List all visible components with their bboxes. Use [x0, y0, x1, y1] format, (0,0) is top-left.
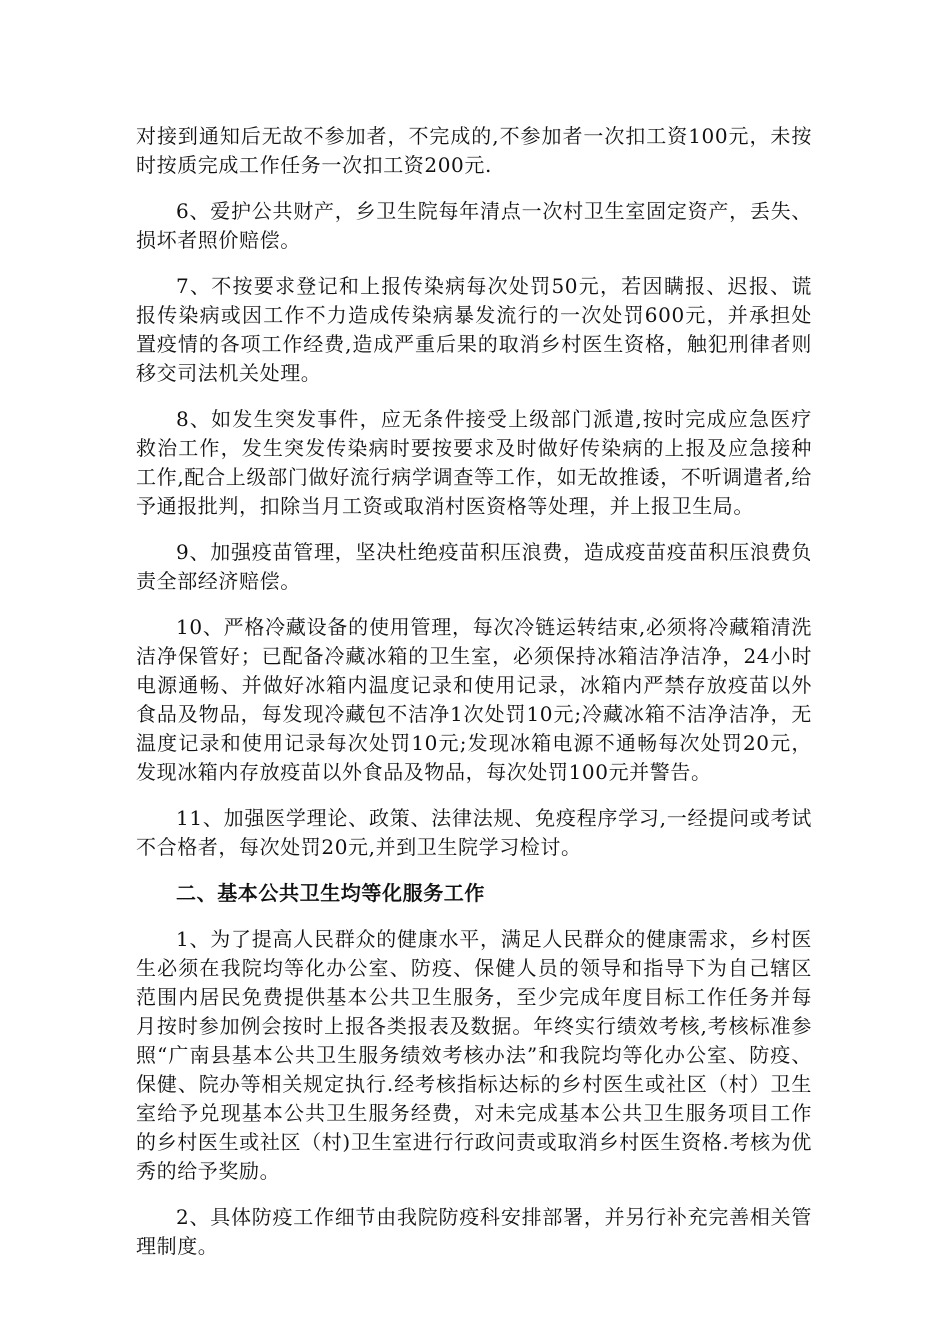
- document-body: [136, 122, 812, 1278]
- paragraph-item-8: 8、如发生突发事件，应无条件接受上级部门派遣,按时完成应急医疗救治工作，发生突发传染病时要按要求及时做好传染病的上报及应急接种工作,配合上级部门做好流行病学调查等工作，如无故推诿，不听调遣者,给予通报批判，扣除当月工资或取消村医资格等处理，并上报卫生局。: [136, 407, 812, 518]
- paragraph-continuation: 对接到通知后无故不参加者，不完成的,不参加者一次扣工资100元，未按时按质完成工作任务一次扣工资200元.: [136, 124, 812, 177]
- section-paragraph-2: 2、具体防疫工作细节由我院防疫科安排部署，并另行补充完善相关管理制度。: [136, 1205, 812, 1258]
- paragraph-item-11: 11、加强医学理论、政策、法律法规、免疫程序学习,一经提问或考试不合格者，每次处罚20元,并到卫生院学习检讨。: [136, 806, 812, 859]
- section-paragraph-1: 1、为了提高人民群众的健康水平，满足人民群众的健康需求，乡村医生必须在我院均等化办公室、防疫、保健人员的领导和指导下为自己辖区范围内居民免费提供基本公共卫生服务，至少完成年度目标工作任务并每月按时参加例会按时上报各类报表及数据。年终实行绩效考核,考核标准参照“广南县基本公共卫生服务绩效考核办法”和我院均等化办公室、防疫、保健、院办等相关规定执行.经考核指标达标的乡村医生或社区（村）卫生室给予兑现基本公共卫生服务经费，对未完成基本公共卫生服务项目工作的乡村医生或社区（村)卫生室进行行政问责或取消乡村医生资格.考核为优秀的给予奖励。: [136, 927, 812, 1183]
- paragraph-item-10: 10、严格冷藏设备的使用管理，每次冷链运转结束,必须将冷藏箱清洗洁净保管好；已配备冷藏冰箱的卫生室，必须保持冰箱洁净洁净，24小时电源通畅、并做好冰箱内温度记录和使用记录，冰箱内严禁存放疫苗以外食品及物品，每发现冷藏包不洁净1次处罚10元;冷藏冰箱不洁净洁净，无温度记录和使用记录每次处罚10元;发现冰箱电源不通畅每次处罚20元，发现冰箱内存放疫苗以外食品及物品，每次处罚100元并警告。: [136, 615, 812, 784]
- paragraph-item-7: 7、不按要求登记和上报传染病每次处罚50元，若因瞒报、迟报、谎报传染病或因工作不力造成传染病暴发流行的一次处罚600元，并承担处置疫情的各项工作经费,造成严重后果的取消乡村医生资格，触犯刑律者则移交司法机关处理。: [136, 274, 812, 385]
- section-heading: 二、基本公共卫生均等化服务工作: [176, 881, 485, 905]
- paragraph-item-6: 6、爱护公共财产，乡卫生院每年清点一次村卫生室固定资产，丢失、损坏者照价赔偿。: [136, 199, 812, 252]
- paragraph-item-9: 9、加强疫苗管理，坚决杜绝疫苗积压浪费，造成疫苗疫苗积压浪费负责全部经济赔偿。: [136, 540, 812, 593]
